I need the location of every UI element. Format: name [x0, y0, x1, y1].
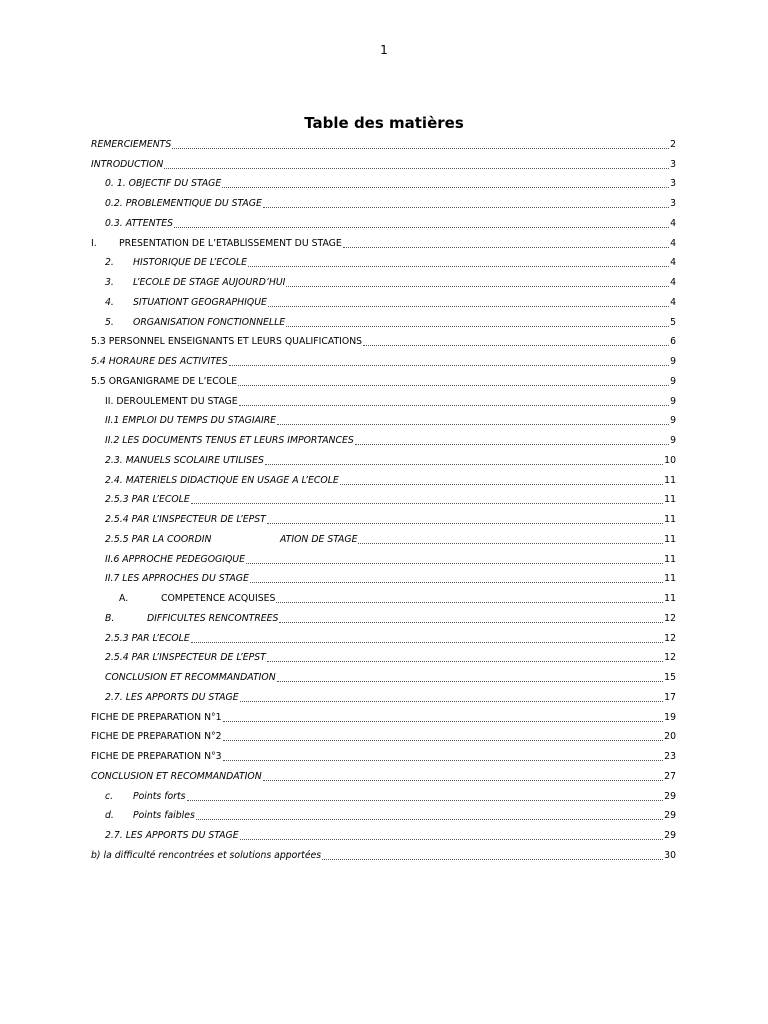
toc-entry-page: 4 [670, 277, 676, 288]
toc-entry[interactable] [91, 427, 676, 447]
toc-dot-leader [191, 502, 663, 504]
toc-entry[interactable] [91, 645, 676, 665]
toc-entry[interactable] [91, 585, 676, 605]
toc-entry[interactable] [91, 842, 676, 862]
toc-dot-leader [223, 739, 664, 741]
toc-entry-page: 9 [670, 395, 676, 407]
toc-dot-leader [343, 246, 669, 248]
table-of-contents [91, 131, 676, 862]
toc-entry-text: ATION DE STAGE [280, 533, 358, 545]
toc-entry-page: 9 [670, 375, 676, 387]
toc-dot-leader [276, 601, 663, 603]
toc-entry-label [91, 731, 222, 743]
toc-entry-text: INTRODUCTION [91, 158, 164, 170]
toc-entry-label [105, 494, 190, 506]
toc-entry[interactable] [91, 190, 676, 210]
toc-entry-page: 11 [664, 533, 676, 545]
toc-dot-leader [263, 206, 669, 208]
toc-dot-leader [340, 483, 663, 485]
toc-entry-label [105, 633, 190, 645]
toc-entry-label [105, 396, 238, 408]
toc-entry-number: 2.5.5 PAR LA COORDIN [105, 533, 212, 545]
toc-entry-page: 11 [664, 593, 676, 604]
toc-entry-page: 6 [670, 336, 676, 348]
toc-entry-number: A. [119, 593, 129, 604]
toc-entry-page: 4 [670, 296, 676, 308]
toc-entry-page: 11 [664, 514, 676, 525]
toc-entry[interactable] [91, 171, 676, 191]
toc-entry-page: 23 [664, 751, 676, 762]
toc-entry-page: 9 [670, 356, 676, 367]
toc-entry-label [105, 455, 264, 467]
toc-entry-number: B. [105, 612, 115, 624]
toc-entry-page: 12 [664, 652, 676, 664]
toc-dot-leader [229, 364, 669, 366]
toc-dot-leader [268, 305, 669, 307]
toc-entry[interactable] [91, 309, 676, 329]
toc-entry-text: 2.5.4 PAR L’INSPECTEUR DE L’EPST [105, 514, 266, 525]
toc-entry[interactable] [91, 348, 676, 368]
toc-entry-label [91, 238, 342, 250]
toc-dot-leader [240, 700, 664, 702]
toc-entry-number: 5. [105, 316, 114, 328]
toc-entry[interactable] [91, 210, 676, 230]
toc-entry-text: DIFFICULTES RENCONTREES [147, 612, 279, 624]
toc-entry-label [105, 810, 195, 822]
toc-entry-label [91, 159, 163, 171]
toc-entry[interactable] [91, 250, 676, 270]
toc-dot-leader [358, 542, 663, 544]
toc-dot-leader [223, 759, 664, 761]
toc-entry-label [105, 672, 276, 684]
toc-dot-leader [164, 167, 669, 169]
toc-entry[interactable] [91, 329, 676, 349]
toc-entry-text: CONCLUSION ET RECOMMANDATION [105, 672, 276, 683]
toc-entry[interactable] [91, 546, 676, 566]
toc-dot-leader [174, 226, 669, 228]
toc-dot-leader [277, 680, 664, 682]
toc-dot-leader [267, 660, 663, 662]
toc-entry-label [105, 554, 245, 566]
toc-entry-label [91, 356, 228, 368]
toc-dot-leader [223, 720, 664, 722]
toc-entry-text: 2.7. LES APPORTS DU STAGE [105, 830, 239, 841]
toc-entry-label [105, 514, 266, 526]
toc-entry-text: 0.3. ATTENTES [105, 217, 174, 229]
toc-entry-label [91, 336, 362, 348]
toc-entry-page: 17 [664, 691, 676, 703]
toc-dot-leader [239, 404, 669, 406]
toc-entry[interactable] [91, 684, 676, 704]
toc-entry-label [105, 830, 239, 842]
toc-entry-page: 5 [670, 316, 676, 328]
toc-entry-page: 19 [664, 711, 676, 723]
toc-entry-page: 29 [664, 790, 676, 802]
toc-dot-leader [191, 641, 663, 643]
toc-entry-text: CONCLUSION ET RECOMMANDATION [91, 770, 262, 782]
toc-dot-leader [279, 621, 663, 623]
toc-entry-label [105, 791, 186, 803]
toc-entry-page: 27 [664, 770, 676, 782]
toc-entry[interactable] [91, 605, 676, 625]
toc-entry-label [105, 475, 339, 487]
toc-dot-leader [222, 186, 669, 188]
toc-entry-page: 29 [664, 810, 676, 822]
toc-entry-page: 11 [664, 494, 676, 506]
toc-entry[interactable] [91, 230, 676, 250]
toc-entry-page: 30 [664, 849, 676, 861]
toc-entry[interactable] [91, 783, 676, 803]
toc-entry-text: 5.4 HORAURE DES ACTIVITES [91, 356, 228, 367]
toc-entry[interactable] [91, 447, 676, 467]
toc-entry-number: 3. [105, 277, 114, 288]
toc-entry-text: FICHE DE PREPARATION N°2 [91, 731, 222, 743]
toc-entry-text: 5.5 ORGANIGRAME DE L’ECOLE [91, 375, 238, 387]
toc-entry-label [91, 376, 237, 388]
toc-entry-text: FICHE DE PREPARATION N°3 [91, 751, 222, 762]
toc-entry-text: II.2 LES DOCUMENTS TENUS ET LEURS IMPORTANCES [105, 435, 354, 446]
toc-entry-text: 2.7. LES APPORTS DU STAGE [105, 691, 239, 703]
toc-entry-number: 2. [105, 257, 114, 269]
toc-entry-label [105, 652, 266, 664]
toc-entry-label [91, 771, 262, 783]
toc-entry-page: 12 [664, 632, 676, 644]
toc-entry-label [105, 435, 354, 447]
toc-entry[interactable] [91, 289, 676, 309]
toc-entry-label [91, 850, 321, 862]
toc-entry-page: 4 [670, 237, 676, 249]
toc-entry[interactable] [91, 664, 676, 684]
toc-dot-leader [246, 562, 663, 564]
toc-entry-text: 2.4. MATERIELS DIDACTIQUE EN USAGE A L’ECOLE [105, 474, 339, 486]
toc-entry[interactable] [91, 151, 676, 171]
toc-entry-text: 2.5.3 PAR L’ECOLE [105, 632, 190, 644]
toc-entry-page: 10 [664, 454, 676, 466]
toc-dot-leader [363, 344, 669, 346]
toc-entry-number: I. [91, 237, 97, 249]
toc-entry-page: 9 [670, 415, 676, 427]
toc-dot-leader [263, 779, 664, 781]
toc-entry-text: COMPETENCE ACQUISES [161, 593, 276, 604]
toc-entry-label [105, 415, 276, 427]
toc-entry-number: 4. [105, 296, 114, 308]
toc-entry-page: 3 [670, 158, 676, 170]
toc-entry-text: II.1 EMPLOI DU TEMPS DU STAGIAIRE [105, 415, 277, 427]
toc-entry-text: Points forts [133, 790, 186, 802]
toc-entry-text: II.7 LES APPROCHES DU STAGE [105, 573, 249, 585]
toc-entry[interactable] [91, 368, 676, 388]
toc-entry-text: 2.5.4 PAR L’INSPECTEUR DE L’EPST [105, 652, 266, 664]
toc-dot-leader [250, 581, 663, 583]
toc-entry[interactable] [91, 269, 676, 289]
toc-entry-label [91, 712, 222, 724]
toc-entry[interactable] [91, 743, 676, 763]
toc-entry-label [105, 613, 278, 625]
toc-entry-page: 20 [664, 731, 676, 743]
toc-dot-leader [238, 384, 669, 386]
toc-entry-page: 12 [664, 612, 676, 624]
toc-entry-text: II.6 APPROCHE PEDEGOGIQUE [105, 553, 245, 565]
toc-entry[interactable] [91, 724, 676, 744]
toc-entry-label [105, 297, 267, 309]
toc-entry-page: 4 [670, 257, 676, 269]
toc-entry-text: L’ECOLE DE STAGE AUJOURD’HUI [133, 277, 286, 288]
toc-dot-leader [172, 147, 669, 149]
toc-dot-leader [248, 265, 669, 267]
toc-entry-label [105, 257, 247, 269]
toc-entry-text: HISTORIQUE DE L’ECOLE [133, 257, 247, 269]
page-number: 1 [380, 43, 388, 57]
toc-entry-label [105, 573, 249, 585]
toc-entry-page: 11 [664, 474, 676, 486]
toc-entry[interactable] [91, 388, 676, 408]
toc-dot-leader [187, 799, 664, 801]
toc-dot-leader [355, 443, 669, 445]
toc-entry[interactable] [91, 487, 676, 507]
toc-dot-leader [240, 838, 664, 840]
toc-entry-label [105, 198, 262, 210]
toc-entry-label [105, 692, 239, 704]
toc-entry-text: 5.3 PERSONNEL ENSEIGNANTS ET LEURS QUALIFICATIONS [91, 336, 363, 348]
toc-entry-label [105, 534, 357, 546]
toc-entry-number: d. [105, 810, 114, 822]
toc-entry-text: II. DEROULEMENT DU STAGE [105, 395, 238, 407]
toc-entry-label [119, 593, 275, 605]
toc-entry[interactable] [91, 526, 676, 546]
toc-entry-page: 2 [670, 138, 676, 150]
toc-entry-label [105, 277, 285, 289]
toc-entry[interactable] [91, 506, 676, 526]
toc-entry-text: PRESENTATION DE L’ETABLISSEMENT DU STAGE [119, 237, 342, 249]
toc-dot-leader [286, 325, 669, 327]
toc-entry[interactable] [91, 822, 676, 842]
toc-entry[interactable] [91, 467, 676, 487]
toc-entry-page: 29 [664, 830, 676, 841]
toc-entry-page: 9 [670, 435, 676, 446]
toc-dot-leader [322, 858, 663, 860]
toc-entry-text: 2.5.3 PAR L’ECOLE [105, 494, 190, 506]
toc-entry-number: c. [105, 790, 114, 802]
toc-entry-text: b) la difficulté rencontrées et solutions apportées [91, 849, 322, 861]
toc-entry-text: FICHE DE PREPARATION N°1 [91, 711, 222, 723]
toc-entry[interactable] [91, 803, 676, 823]
toc-entry-text: ORGANISATION FONCTIONNELLE [133, 316, 286, 328]
toc-entry-text: 2.3. MANUELS SCOLAIRE UTILISES [105, 454, 264, 466]
toc-title: Table des matières [304, 114, 464, 132]
toc-entry-text: Points faibles [133, 810, 195, 822]
toc-entry[interactable] [91, 763, 676, 783]
toc-entry[interactable] [91, 704, 676, 724]
toc-dot-leader [286, 285, 669, 287]
toc-entry-text: 0.2. PROBLEMENTIQUE DU STAGE [105, 198, 262, 209]
toc-entry-page: 3 [670, 178, 676, 190]
toc-entry-page: 3 [670, 198, 676, 209]
toc-entry-page: 11 [664, 573, 676, 585]
toc-entry[interactable] [91, 408, 676, 428]
toc-entry[interactable] [91, 131, 676, 151]
toc-dot-leader [277, 423, 669, 425]
toc-entry-text: REMERCIEMENTS [91, 138, 172, 150]
toc-entry-label [91, 139, 171, 151]
toc-entry-page: 15 [664, 672, 676, 683]
toc-entry-label [91, 751, 222, 763]
toc-entry-page: 11 [664, 553, 676, 565]
toc-entry-label [105, 317, 285, 329]
toc-entry-label [105, 218, 173, 230]
toc-entry[interactable] [91, 566, 676, 586]
toc-dot-leader [196, 818, 663, 820]
toc-entry[interactable] [91, 625, 676, 645]
toc-dot-leader [265, 463, 663, 465]
toc-entry-text: 0. 1. OBJECTIF DU STAGE [105, 178, 222, 190]
toc-entry-page: 4 [670, 217, 676, 229]
toc-entry-text: SITUATIONT GEOGRAPHIQUE [133, 296, 267, 308]
toc-dot-leader [267, 522, 663, 524]
toc-entry-label [105, 178, 221, 190]
